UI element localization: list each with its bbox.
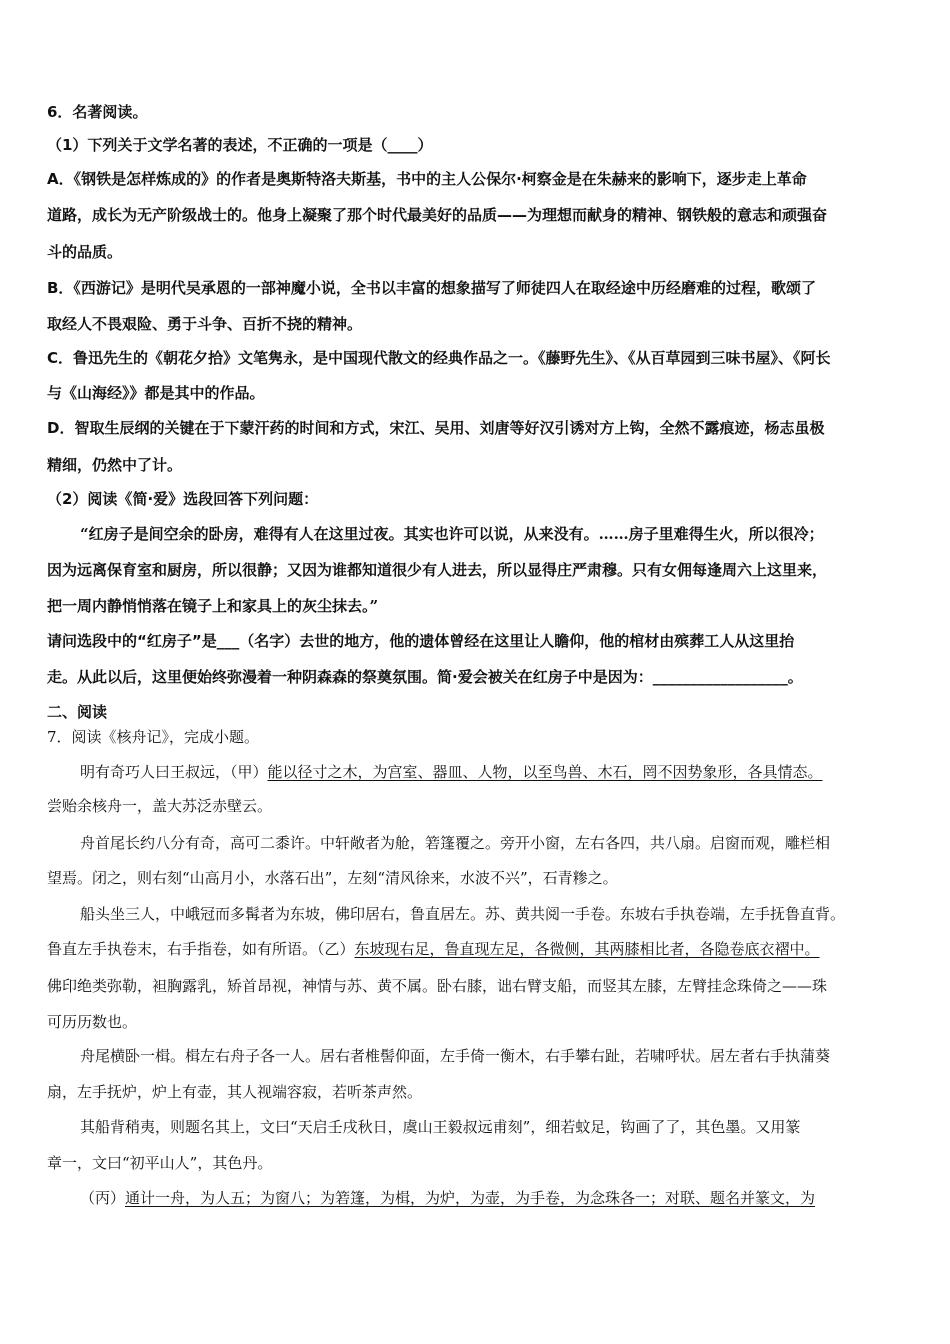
jane-eyre-quote-line2: 因为远离保育室和厨房，所以很静；又因为谁都知道很少有人进去，所以显得庄严肃穆。只有女佣每逢周六上这里来，	[47, 561, 828, 579]
passage-p1-line1	[80, 765, 823, 780]
passage-p6-label: （丙）	[80, 1189, 126, 1207]
passage-p4-line1: 舟尾横卧一楫。楫左右舟子各一人。居右者椎髻仰面，左手倚一衡木，右手攀右趾，若啸呼状。居左者右手执蒲葵	[80, 1047, 831, 1065]
q6-title: 6．名著阅读。	[47, 103, 148, 121]
q6-option-d-line2: 精细，仍然中了计。	[47, 456, 183, 474]
q6-option-d-line1: D．智取生辰纲的关键在于下蒙汗药的时间和方式，宋江、吴用、刘唐等好汉引诱对方上钩，全然不露痕迹，杨志虽极	[47, 419, 825, 437]
passage-p5-line1: 其船背稍夷，则题名其上，文曰“天启壬戌秋日，虞山王毅叔远甫刻”，细若蚊足，钩画了了，其色墨。又用篆	[80, 1118, 801, 1136]
q6-sub1: （1）下列关于文学名著的表述，不正确的一项是（____）	[47, 136, 433, 154]
passage-p4-line2: 扇，左手抚炉，炉上有壶，其人视端容寂，若听茶声然。	[47, 1083, 423, 1101]
q6-option-c-line2: 与《山海经》》都是其中的作品。	[47, 384, 265, 402]
q6-sub2: （2）阅读《简·爱》选段回答下列问题：	[47, 490, 319, 508]
q7-title: 7．阅读《核舟记》，完成小题。	[47, 728, 260, 746]
passage-p3-line2	[47, 942, 820, 957]
q6-option-c-line1: C．鲁迅先生的《朝花夕拾》文笔隽永，是中国现代散文的经典作品之一。《藤野先生》、《从百草园到三味书屋》、《阿长	[47, 349, 831, 367]
section-heading: 二、阅读	[47, 703, 108, 721]
q6-option-b-line2: 取经人不畏艰险、勇于斗争、百折不挠的精神。	[47, 315, 363, 333]
passage-p3-line4: 可历历数也。	[47, 1013, 138, 1031]
jane-eyre-quote-line1: “红房子是间空余的卧房，难得有人在这里过夜。其实也许可以说，从来没有。……房子里难得生火，所以很冷；	[80, 525, 824, 543]
passage-p1-line2: 尝贻余核舟一，盖大苏泛赤壁云。	[47, 797, 273, 815]
q6-option-a-line2: 道路，成长为无产阶级战士的。他身上凝聚了那个时代最美好的品质——为理想而献身的精神、钢铁般的意志和顽强奋	[47, 206, 828, 224]
underlined-sentence-bing: 通计一舟，为人五；为窗八；为箬篷，为楫，为炉，为壶，为手卷，为念珠各一；对联、题名并篆文，为	[125, 1189, 816, 1207]
q6-option-b-line1: B．《西游记》是明代吴承恩的一部神魔小说，全书以丰富的想象描写了师徒四人在取经途中历经磨难的过程，歌颂了	[47, 279, 816, 297]
passage-p1-text: 明有奇巧人曰王叔远，（甲）	[80, 763, 268, 781]
jane-eyre-quote-line3: 把一周内静悄悄落在镜子上和家具上的灰尘抹去。”	[47, 597, 379, 615]
underlined-sentence-jia: 能以径寸之木，为宫室、器皿、人物，以至鸟兽、木石，罔不因势象形，各具情态。	[267, 763, 823, 781]
passage-p2-line1: 舟首尾长约八分有奇，高可二黍许。中轩敞者为舱，箬篷覆之。旁开小窗，左右各四，共八扇。启窗而观，雕栏相	[80, 834, 831, 852]
passage-p3-line3: 佛印绝类弥勒，袒胸露乳，矫首昂视，神情与苏、黄不属。卧右膝，诎右臂支船，而竖其左膝，左臂挂念珠倚之——珠	[47, 977, 828, 995]
passage-p3-line1: 船头坐三人，中峨冠而多髯者为东坡，佛印居右，鲁直居左。苏、黄共阅一手卷。东坡右手执卷端，左手抚鲁直背。	[80, 905, 846, 923]
q6-option-a-line3: 斗的品质。	[47, 243, 123, 261]
underlined-sentence-yi: 东坡现右足，鲁直现左足，各微侧，其两膝相比者，各隐卷底衣褶中。	[354, 940, 820, 958]
passage-p6-line1	[80, 1191, 815, 1206]
passage-p2-line2: 望焉。闭之，则右刻“山高月小，水落石出”，左刻“清风徐来，水波不兴”，石青糁之。	[47, 869, 618, 887]
q6-question-line1: 请问选段中的“红房子”是___（名字）去世的地方，他的遗体曾经在这里让人瞻仰，他的棺材由殡葬工人从这里抬	[47, 632, 795, 650]
q6-option-a-line1: A．《钢铁是怎样炼成的》的作者是奥斯特洛夫斯基，书中的主人公保尔·柯察金是在朱赫来的影响下，逐步走上革命	[47, 170, 807, 188]
q6-question-line2: 走。从此以后，这里便始终弥漫着一种阴森森的祭奠氛围。简·爱会被关在红房子中是因为：__________________。	[47, 668, 803, 686]
passage-p3-text: 鲁直左手执卷末，右手指卷，如有所语。（乙）	[47, 940, 355, 958]
passage-p5-line2: 章一，文曰“初平山人”，其色丹。	[47, 1154, 273, 1172]
